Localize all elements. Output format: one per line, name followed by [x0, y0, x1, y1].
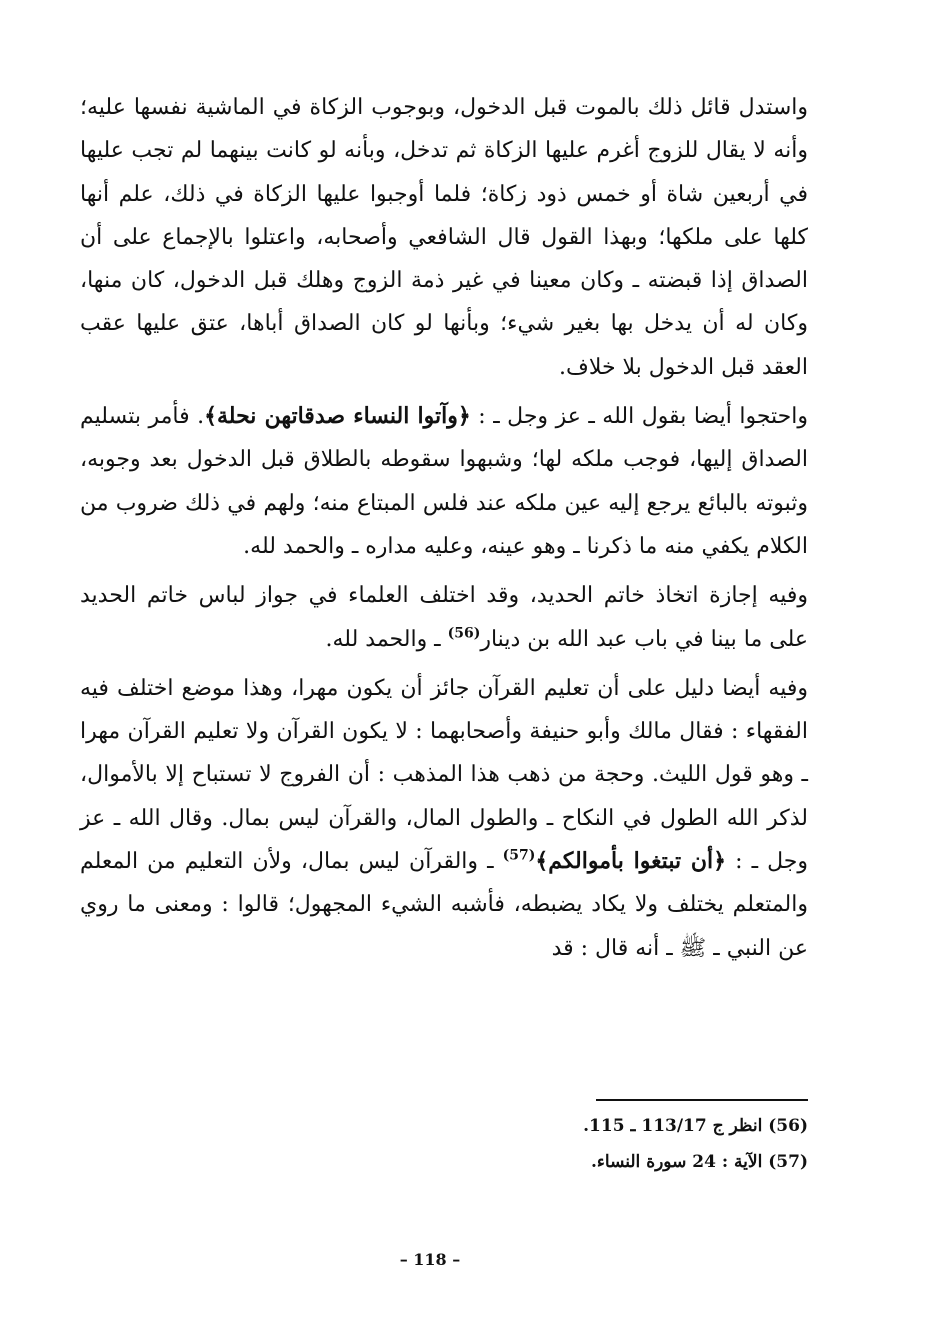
main-text	[80, 86, 808, 970]
paragraph-text: واستدل قائل ذلك بالموت قبل الدخول، وبوجوب الزكاة في الماشية نفسها عليه؛ وأنه لا يقال للزوج أغرم عليها الزكاة ثم تدخل، وبأنه لو كانت بينهما لم تجب عليها في أربعين شاة أو خمس ذود زكاة؛ فلما أوجبوا عليها الزكاة في ذلك، علم أنها كلها على ملكها؛ وبهذا القول قال الشافعي وأصحابه، واعتلوا بالإجماع على أن الصداق إذا قبضته ـ وكان معينا في غير ذمة الزوج وهلك قبل الدخول، كان منها، وكان له أن يدخل بها بغير شيء؛ وبأنها لو كان الصداق أباها، عتق عليها عقب العقد قبل الدخول بلا خلاف.	[80, 95, 808, 380]
footnote-56: (56) انظر ج 113/17 ـ 115.	[583, 1116, 808, 1136]
paragraph-text: واحتجوا أيضا بقول الله ـ عز وجل ـ :	[470, 404, 809, 430]
page-number: – 118 –	[399, 1250, 461, 1269]
quran-verse: ﴿أن تبتغوا بأموالكم﴾	[535, 848, 726, 875]
paragraph-4	[80, 667, 808, 970]
paragraph-text: وفيه أيضا دليل على أن تعليم القرآن جائز أن يكون مهرا، وهذا موضع اختلف فيه الفقهاء : فقال مالك وأبو حنيفة وأصحابهما : لا يكون القرآن ولا تعليم القرآن مهرا ـ وهو قول الليث. وحجة من ذهب هذا المذهب : أن الفروج لا تستباح إلا بالأموال، لذكر الله الطول في النكاح ـ والطول المال، والقرآن ليس بمال. وقال الله ـ عز وجل ـ :	[80, 675, 808, 875]
paragraph-2	[80, 395, 808, 568]
footnotes	[80, 1108, 808, 1180]
footnote-ref-57: (57)	[502, 847, 536, 864]
quran-verse: ﴿وآتوا النساء صدقاتهن نحلة﴾	[204, 403, 471, 430]
paragraph-text: . فأمر بتسليم الصداق إليها، فوجب ملكه لها؛ وشبهوا سقوطه بالطلاق قبل الدخول بعد وجوبه، وثبوته بالبائع يرجع إليه عين ملكه عند فلس المبتاع منه؛ ولهم في ذلك ضروب من الكلام يكفي منه ما ذكرنا ـ وهو عينه، وعليه مداره ـ والحمد لله.	[80, 404, 809, 559]
paragraph-text: ـ والقرآن ليس بمال، ولأن التعليم من المعلم والمتعلم يختلف ولا يكاد يضبطه، فأشبه الشيء المجهول؛ قالوا : ومعنى ما روي عن النبي ـ ﷺ ـ أنه قال : قد	[80, 849, 808, 961]
paragraph-1	[80, 86, 808, 389]
footnote-divider	[596, 1099, 808, 1101]
footnote-ref-56: (56)	[447, 625, 481, 642]
footnote-57: (57) الآية : 24 سورة النساء.	[590, 1152, 808, 1172]
paragraph-text: وفيه إجازة اتخاذ خاتم الحديد، وقد اختلف العلماء في جواز لباس خاتم الحديد على ما بينا في باب عبد الله بن دينار	[80, 583, 808, 652]
paragraph-3	[80, 574, 808, 661]
paragraph-text: ـ والحمد لله.	[325, 626, 448, 652]
